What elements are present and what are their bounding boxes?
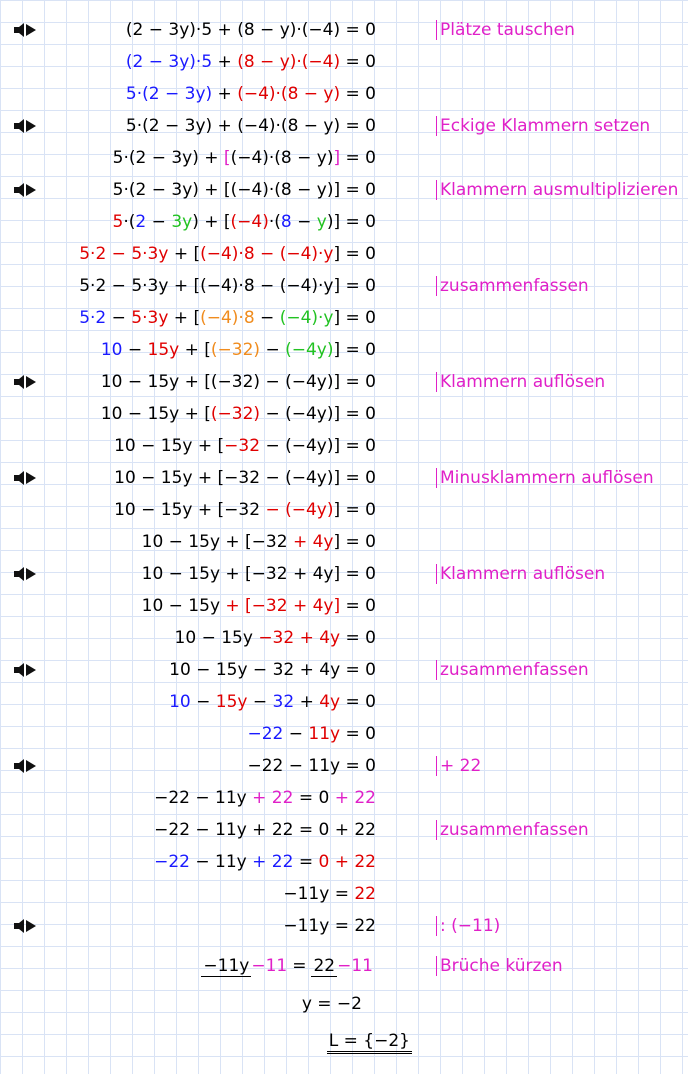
- equation-term: 3y: [171, 212, 193, 232]
- equation-row: [0, 654, 688, 686]
- equation-term: 10 − 15y − 32 + 4y = 0: [169, 660, 376, 680]
- equation-term: 5·(2 − 3y) + [(−4)·(8 − y)] = 0: [112, 180, 376, 200]
- equation-row: [0, 110, 688, 142]
- step-note: [436, 14, 575, 46]
- speaker-icon[interactable]: [12, 564, 40, 584]
- equation-term: 0 + 22: [318, 852, 376, 872]
- equation: [114, 494, 376, 526]
- equation-term: −: [146, 212, 172, 232]
- equation-term: ] = 0: [333, 340, 376, 360]
- equation-term: + 22: [334, 788, 376, 808]
- equation-term: + 22: [252, 852, 294, 872]
- equation-term: 5·(2 − 3y): [125, 84, 213, 104]
- note-text: zusammenfassen: [440, 660, 589, 680]
- equation-term: [: [223, 148, 231, 168]
- denominator: −11: [337, 955, 373, 976]
- equation-term: (−4)·y: [279, 308, 334, 328]
- equation-term: −22: [154, 852, 190, 872]
- fraction: [201, 956, 287, 977]
- result-set: [327, 1026, 412, 1058]
- equation: [154, 814, 376, 846]
- equation-term: 10 − 15y: [141, 596, 226, 616]
- step-note: [436, 944, 563, 988]
- equation-row: [0, 878, 688, 910]
- equation: [283, 878, 376, 910]
- note-text: Eckige Klammern setzen: [440, 116, 651, 136]
- solution-equation: [302, 988, 362, 1020]
- note-text: zusammenfassen: [440, 820, 589, 840]
- note-bar: [436, 116, 437, 136]
- note-text: Klammern ausmultiplizieren: [440, 180, 679, 200]
- equation-term: − (−4y): [265, 500, 334, 520]
- equation-term: − (−4y)] = 0: [260, 436, 376, 456]
- note-bar: [436, 564, 437, 584]
- note-bar: [436, 660, 437, 680]
- solution-text: y = −2: [301, 994, 362, 1014]
- equation-term: ] = 0: [333, 532, 376, 552]
- equation-row: [0, 206, 688, 238]
- equals-sign: =: [292, 956, 307, 976]
- equation-term: +: [212, 52, 238, 72]
- equation: [154, 782, 376, 814]
- equation-row: [0, 430, 688, 462]
- equation: [101, 398, 376, 430]
- equation-term: = 0: [340, 596, 376, 616]
- equation-row: [0, 526, 688, 558]
- denominator: −11: [251, 955, 288, 976]
- equation-term: −: [260, 340, 286, 360]
- equation-term: 10 − 15y: [174, 628, 259, 648]
- equation-term: (−4)·8 − (−4)·y: [200, 244, 334, 264]
- note-bar: [436, 916, 437, 936]
- equation: [113, 174, 376, 206]
- equation: [101, 334, 376, 366]
- equation: [79, 302, 376, 334]
- step-note: [436, 654, 589, 686]
- numerator: 22: [313, 955, 336, 976]
- equation-term: = 0: [340, 724, 376, 744]
- fraction-row: [0, 944, 688, 988]
- equation-term: −32 + 4y: [258, 628, 341, 648]
- equation-term: (−4)·(8 − y): [237, 84, 341, 104]
- speaker-icon[interactable]: [12, 916, 40, 936]
- note-text: Brüche kürzen: [440, 956, 563, 976]
- equation-term: −22 − 11y: [154, 788, 253, 808]
- equation-term: −: [254, 308, 280, 328]
- speaker-icon[interactable]: [12, 180, 40, 200]
- equation-row: [0, 494, 688, 526]
- equation-row: [0, 46, 688, 78]
- equation-row: [0, 302, 688, 334]
- equation-term: + [: [168, 308, 201, 328]
- speaker-icon[interactable]: [12, 116, 40, 136]
- equation-term: 10 − 15y + [−32: [114, 500, 266, 520]
- equation-term: 5: [112, 212, 124, 232]
- equation-term: −11y = 22: [283, 916, 376, 936]
- equation-term: +: [294, 692, 320, 712]
- note-text: Plätze tauschen: [440, 20, 575, 40]
- equation-term: 11y: [308, 724, 341, 744]
- equation: [248, 750, 377, 782]
- note-bar: [436, 756, 437, 776]
- step-note: [436, 462, 654, 494]
- equation-term: )] = 0: [326, 212, 376, 232]
- equation: [79, 238, 376, 270]
- equation-term: 10 − 15y + [−32: [141, 532, 293, 552]
- equation-term: 10 − 15y + [(−32) − (−4y)] = 0: [100, 372, 376, 392]
- equation-term: − (−4y)] = 0: [260, 404, 376, 424]
- fraction-equation: [198, 944, 376, 988]
- equation-term: = 0: [340, 52, 376, 72]
- equation-row: [0, 622, 688, 654]
- equation-term: 2: [135, 212, 147, 232]
- equation-row: [0, 558, 688, 590]
- equation-term: 10 − 15y + [−32 − (−4y)] = 0: [114, 468, 376, 488]
- note-bar: [436, 276, 437, 296]
- note-text: Klammern auflösen: [440, 372, 606, 392]
- solution-row: [0, 988, 688, 1020]
- speaker-icon[interactable]: [12, 756, 40, 776]
- speaker-icon[interactable]: [12, 660, 40, 680]
- equation-row: [0, 270, 688, 302]
- equation: [142, 558, 376, 590]
- step-note: [436, 174, 678, 206]
- equation-term: ·(: [268, 212, 281, 232]
- equation-row: [0, 910, 688, 942]
- equation-term: y: [316, 212, 327, 232]
- equation-term: −22: [247, 724, 284, 744]
- note-bar: [436, 180, 437, 200]
- equation-term: 5·(2 − 3y) + (−4)·(8 − y) = 0: [125, 116, 376, 136]
- equation: [154, 846, 376, 878]
- equation-row: [0, 814, 688, 846]
- equation: [113, 206, 376, 238]
- equation-term: 32: [272, 692, 295, 712]
- note-text: zusammenfassen: [440, 276, 589, 296]
- equation-term: ] = 0: [333, 500, 376, 520]
- note-text: : (−11): [440, 916, 501, 936]
- note-bar: [436, 20, 437, 40]
- equation-term: −: [247, 692, 273, 712]
- equation-term: −: [283, 724, 309, 744]
- equation-term: −: [106, 308, 132, 328]
- speaker-icon[interactable]: [12, 468, 40, 488]
- equation-term: 5·3y: [131, 308, 169, 328]
- equation: [113, 142, 376, 174]
- equation-term: + [: [168, 244, 201, 264]
- step-note: [436, 270, 589, 302]
- equation-term: + [: [179, 340, 211, 360]
- equation-term: + 4y: [292, 532, 334, 552]
- equation-row: [0, 686, 688, 718]
- result-row: [0, 1026, 688, 1058]
- step-note: [436, 750, 481, 782]
- equation-term: =: [293, 852, 319, 872]
- equation-term: 15y: [147, 340, 180, 360]
- equation: [101, 366, 376, 398]
- equation-row: [0, 462, 688, 494]
- equation-term: ·(: [123, 212, 136, 232]
- step-note: [436, 110, 650, 142]
- equation: [126, 46, 376, 78]
- equation-row: [0, 718, 688, 750]
- equation-term: (−4)·(8 − y): [230, 148, 334, 168]
- equation-term: 8: [280, 212, 292, 232]
- equation-term: −: [122, 340, 148, 360]
- equation-row: [0, 78, 688, 110]
- equation-row: [0, 750, 688, 782]
- fraction: [311, 956, 373, 977]
- equation-row: [0, 142, 688, 174]
- equation-term: 10 − 15y + [−32 + 4y] = 0: [141, 564, 376, 584]
- note-text: Minusklammern auflösen: [440, 468, 654, 488]
- equation-term: = 0: [340, 692, 376, 712]
- equation: [114, 430, 376, 462]
- equation-term: 5·(2 − 3y) +: [112, 148, 224, 168]
- equation-term: 10: [169, 692, 191, 712]
- equation-row: [0, 782, 688, 814]
- equation-term: 10: [100, 340, 123, 360]
- equation-term: 22: [354, 884, 376, 904]
- speaker-icon[interactable]: [12, 372, 40, 392]
- equation: [79, 270, 376, 302]
- equation-term: 10 − 15y + [: [114, 436, 225, 456]
- step-note: [436, 558, 605, 590]
- note-bar: [436, 468, 437, 488]
- speaker-icon[interactable]: [12, 20, 40, 40]
- equation-term: + 22: [252, 788, 294, 808]
- numerator: −11y: [203, 955, 250, 976]
- note-text: + 22: [440, 756, 482, 776]
- equation-term: − 11y: [190, 852, 253, 872]
- equation-term: (−32): [210, 340, 261, 360]
- equation-term: = 0: [340, 84, 376, 104]
- equation: [126, 110, 376, 142]
- equation-term: (2 − 3y)·5: [125, 52, 213, 72]
- equation-term: (2 − 3y)·5 + (8 − y)·(−4) = 0: [125, 20, 376, 40]
- equation-term: 5·2 − 5·3y + [(−4)·8 − (−4)·y] = 0: [79, 276, 376, 296]
- equation-term: −: [190, 692, 216, 712]
- equation-term: (−4y): [285, 340, 334, 360]
- equation-row: [0, 174, 688, 206]
- equation-term: = 0: [293, 788, 335, 808]
- step-note: [436, 814, 589, 846]
- equation-term: 4y: [319, 692, 341, 712]
- equation: [114, 462, 376, 494]
- equation-term: −22 − 11y = 0: [247, 756, 376, 776]
- equation-term: −32: [224, 436, 261, 456]
- equation-term: −11y =: [283, 884, 355, 904]
- step-note: [436, 910, 500, 942]
- equation-term: −: [291, 212, 317, 232]
- equation-term: −22 − 11y + 22 = 0 + 22: [154, 820, 376, 840]
- note-bar: [436, 372, 437, 392]
- equation-term: +: [212, 84, 238, 104]
- equation-term: + [−32 + 4y]: [225, 596, 341, 616]
- equation-row: [0, 590, 688, 622]
- equation-row: [0, 334, 688, 366]
- equation-term: 5·2: [79, 308, 107, 328]
- equation-term: ) + [: [192, 212, 231, 232]
- equation-row: [0, 238, 688, 270]
- equation: [247, 718, 376, 750]
- equation: [126, 78, 376, 110]
- equation-term: 10 − 15y + [: [100, 404, 211, 424]
- equation-term: (−4): [230, 212, 269, 232]
- result-text: L = {−2}: [327, 1031, 412, 1054]
- equation-term: ]: [333, 148, 341, 168]
- equation-term: = 0: [340, 628, 376, 648]
- equation: [126, 14, 376, 46]
- equation-term: (8 − y)·(−4): [237, 52, 341, 72]
- equation: [283, 910, 376, 942]
- equation-row: [0, 398, 688, 430]
- note-text: Klammern auflösen: [440, 564, 606, 584]
- equation-term: (−32): [210, 404, 261, 424]
- note-bar: [436, 956, 437, 976]
- equation: [169, 654, 376, 686]
- equation: [142, 590, 376, 622]
- equation: [175, 622, 376, 654]
- step-note: [436, 366, 605, 398]
- equation-term: ] = 0: [333, 308, 376, 328]
- equation-row: [0, 846, 688, 878]
- equation-term: 15y: [215, 692, 248, 712]
- equation-row: [0, 14, 688, 46]
- equation-term: 5·2 − 5·3y: [79, 244, 169, 264]
- equation-term: ] = 0: [333, 244, 376, 264]
- equation-term: (−4)·8: [200, 308, 255, 328]
- equation-term: = 0: [340, 148, 376, 168]
- equation: [142, 526, 376, 558]
- equation: [169, 686, 376, 718]
- note-bar: [436, 820, 437, 840]
- equation-row: [0, 366, 688, 398]
